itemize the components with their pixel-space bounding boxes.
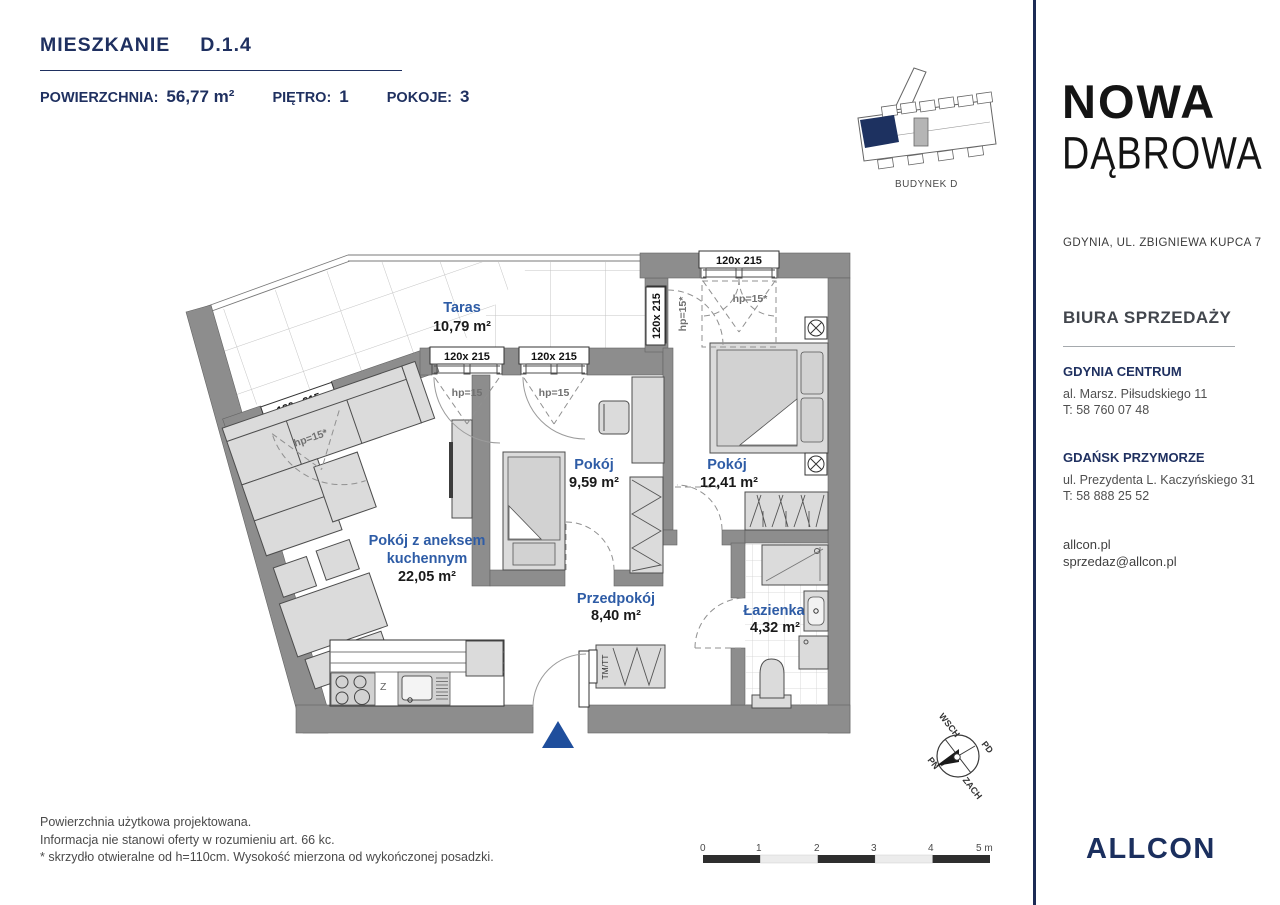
- scale-tick: 4: [928, 843, 934, 854]
- sink-z-label: Z: [380, 681, 387, 693]
- area-value: 56,77 m²: [166, 87, 235, 106]
- office-city: GDAŃSK PRZYMORZE: [1063, 450, 1205, 465]
- room-name-bath: Łazienka: [743, 603, 805, 619]
- single-bed: [503, 452, 565, 570]
- kitchen-sink: [398, 672, 450, 705]
- closet-label: TM/TT: [600, 654, 610, 680]
- room-area-bath: 4,32 m²: [750, 620, 800, 636]
- room-area-bedroom: 12,41 m²: [699, 475, 759, 491]
- room-area-living: 22,05 m²: [397, 569, 457, 585]
- wall-living-room2: [472, 375, 490, 586]
- scale-tick: 2: [814, 843, 820, 854]
- wardrobe-hall: [589, 645, 665, 688]
- sales-offices-title: BIURA SPRZEDAŻY: [1063, 308, 1232, 327]
- room-area-taras: 10,79 m²: [432, 319, 492, 335]
- apartment-label: MIESZKANIE: [40, 34, 171, 56]
- apartment-id: D.1.4: [200, 34, 252, 56]
- room-name-bedroom: Pokój: [707, 457, 747, 473]
- hp-label: hp=15: [451, 387, 483, 399]
- office-phone: T: 58 888 25 52: [1063, 489, 1150, 503]
- scale-tick: 1: [756, 843, 762, 854]
- tv-icon: [449, 442, 453, 498]
- footer-notes: [40, 814, 494, 867]
- office-city: GDYNIA CENTRUM: [1063, 364, 1182, 379]
- window-size-label: 120x 215: [716, 255, 762, 267]
- scale-bar: [700, 843, 993, 863]
- email-link[interactable]: sprzedaz@allcon.pl: [1063, 554, 1177, 569]
- radiator-icon: [805, 317, 827, 339]
- desk-chair: [599, 401, 629, 434]
- website-link[interactable]: allcon.pl: [1063, 537, 1111, 552]
- footer-line-2: Informacja nie stanowi oferty w rozumieniu art. 66 kc.: [40, 832, 335, 847]
- hp-label: hp=15*: [292, 426, 330, 450]
- hp-label: hp=15*: [677, 296, 689, 332]
- brand-line-2: DĄBROWA: [1062, 128, 1263, 179]
- scale-tick: 3: [871, 843, 877, 854]
- scale-tick: 0: [700, 843, 706, 854]
- compass-rose: [926, 711, 996, 801]
- double-bed: [710, 343, 828, 453]
- office-phone: T: 58 760 07 48: [1063, 403, 1150, 417]
- footer-line-3: * skrzydło otwieralne od h=110cm. Wysokość mierzona od wykończonej posadzki.: [40, 850, 494, 864]
- brand-line-1: NOWA: [1062, 75, 1217, 128]
- contact-links: [1063, 536, 1177, 570]
- kitchen: [330, 640, 504, 706]
- building-locator: [858, 68, 996, 190]
- room-name-room2: Pokój: [574, 457, 614, 473]
- sales-office-gdynia: [1063, 364, 1207, 418]
- window-size-label: 120x 215: [531, 351, 577, 363]
- window-size-label: 120x 215: [444, 351, 490, 363]
- rooms-value: 3: [460, 87, 470, 106]
- wardrobe-bedroom: [745, 492, 828, 530]
- floor-label: PIĘTRO:: [272, 90, 332, 106]
- development-address: GDYNIA, UL. ZBIGNIEWA KUPCA 7: [1063, 237, 1262, 249]
- desk: [632, 377, 664, 463]
- scale-tick: 5 m: [976, 843, 993, 854]
- pillow: [801, 398, 823, 442]
- hp-label: hp=15*: [732, 293, 768, 305]
- room-name-taras: Taras: [443, 300, 481, 316]
- office-street: al. Marsz. Piłsudskiego 11: [1063, 387, 1208, 401]
- room-name-hall: Przedpokój: [576, 591, 656, 607]
- room-area-hall: 8,40 m²: [591, 608, 641, 624]
- locator-caption: BUDYNEK D: [895, 179, 958, 190]
- compass-north: PN: [925, 755, 942, 772]
- brand-logo: [1062, 75, 1263, 179]
- sales-offices-underline: [1063, 346, 1235, 347]
- compass-east: WSCH: [936, 711, 962, 740]
- floor-value: 1: [339, 87, 349, 106]
- wardrobe-room2: [630, 477, 663, 573]
- allcon-logo: ALLCON: [1086, 833, 1216, 865]
- footer-line-1: Powierzchnia użytkowa projektowana.: [40, 815, 252, 829]
- office-street: ul. Prezydenta L. Kaczyńskiego 31: [1063, 473, 1255, 487]
- radiator-icon: [805, 453, 827, 475]
- rooms-label: POKOJE:: [386, 90, 453, 106]
- fridge: [466, 641, 503, 676]
- compass-west: ZACH: [960, 775, 984, 802]
- room-name-living2: kuchennym: [386, 551, 468, 567]
- hp-label: hp=15: [538, 387, 570, 399]
- room-name-living: Pokój z aneksem: [368, 533, 486, 549]
- sidebar-divider: [1033, 0, 1036, 905]
- area-label: POWIERZCHNIA:: [40, 90, 159, 106]
- washing-machine: [799, 636, 828, 669]
- sales-office-gdansk: [1063, 450, 1255, 504]
- compass-south: PD: [979, 739, 996, 756]
- shower: [762, 545, 828, 585]
- pillow: [801, 352, 823, 394]
- window-size-label: 120x 215: [651, 293, 663, 339]
- bath-sink: [804, 591, 828, 631]
- entrance-door: [533, 651, 589, 733]
- room-area-room2: 9,59 m²: [569, 475, 619, 491]
